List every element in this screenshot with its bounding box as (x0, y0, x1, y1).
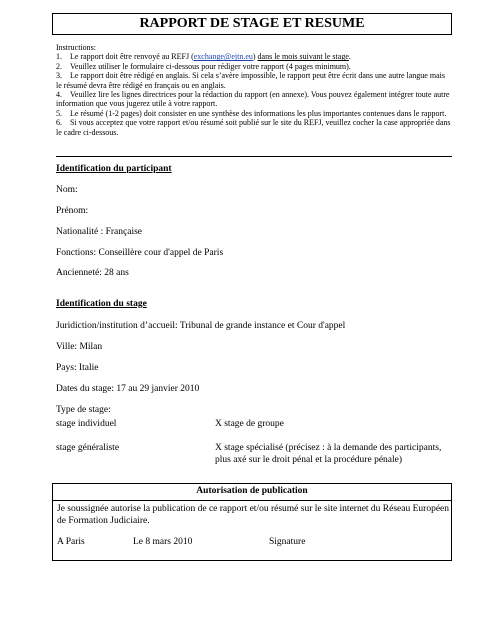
dates-field: Dates du stage: 17 au 29 janvier 2010 (56, 384, 200, 394)
stage-heading: Identification du stage (56, 299, 147, 309)
stage-specialise-line2: plus axé sur le droit pénal et la procédure pénale) (215, 455, 403, 465)
instruction-item-1: 1. Le rapport doit être renvoyé au REFJ (exchange@ejtn.eu) dans le mois suivant le stage. (56, 52, 351, 62)
instruction-item-2: 2. Veuillez utiliser le formulaire ci-dessous pour rédiger votre rapport (4 pages minimum). (56, 61, 351, 71)
email-link[interactable]: exchange@ejtn.eu (193, 52, 253, 62)
nom-field: Nom: (56, 185, 78, 195)
instructions-block (56, 43, 452, 137)
pays-field: Pays: Italie (56, 363, 99, 373)
juridiction-field: Juridiction/institution d’accueil: Tribunal de grande instance et Cour d'appel (56, 321, 346, 331)
document-title: RAPPORT DE STAGE ET RESUME (52, 13, 452, 35)
instruction-item-3: 3. Le rapport doit être rédigé en anglais. Si cela s’avère impossible, le rapport peut être écrit dans une autre langue mais le résumé devra être rédigé en français ou en anglais. (56, 71, 445, 90)
anciennete-field: Ancienneté: 28 ans (56, 268, 129, 278)
participant-heading: Identification du participant (56, 164, 172, 174)
fonctions-field: Fonctions: Conseillère cour d'appel de Paris (56, 248, 224, 258)
stage-specialise-line1: X stage spécialisé (précisez : à la demande des participants, (215, 443, 442, 453)
stage-generaliste: stage généraliste (56, 443, 120, 453)
prenom-field: Prénom: (56, 206, 89, 216)
signature-label: Signature (269, 537, 306, 547)
stage-groupe: X stage de groupe (215, 419, 284, 429)
signature-lieu: A Paris (57, 537, 85, 547)
instruction-item-5: 5. Le résumé (1-2 pages) doit consister en une synthèse des informations les plus importantes contenues dans le rapport. (56, 108, 447, 118)
instruction-item-4: 4. Veuillez lire les lignes directrices pour la rédaction du rapport (en annexe). Vous pouvez également intégrer toute autre information que vous jugerez utile à votre rapport. (56, 90, 450, 109)
instructions-heading: Instructions: (56, 43, 96, 52)
autorisation-text: Je soussignée autorise la publication de ce rapport et/ou résumé sur le site internet du Réseau Européen de Formation Judiciaire. (57, 504, 450, 526)
autorisation-box (52, 483, 452, 561)
signature-date: Le 8 mars 2010 (133, 537, 193, 547)
type-label: Type de stage: (56, 405, 111, 415)
nationalite-field: Nationalité : Française (56, 227, 142, 237)
autorisation-heading: Autorisation de publication (53, 484, 451, 501)
section-divider (56, 156, 452, 157)
instruction-item-6: 6. Si vous acceptez que votre rapport et/ou résumé soit publié sur le site du REFJ, veuillez cocher la case appropriée dans le cadre ci-dessous. (56, 118, 451, 137)
ville-field: Ville: Milan (56, 342, 103, 352)
stage-individuel: stage individuel (56, 419, 117, 429)
